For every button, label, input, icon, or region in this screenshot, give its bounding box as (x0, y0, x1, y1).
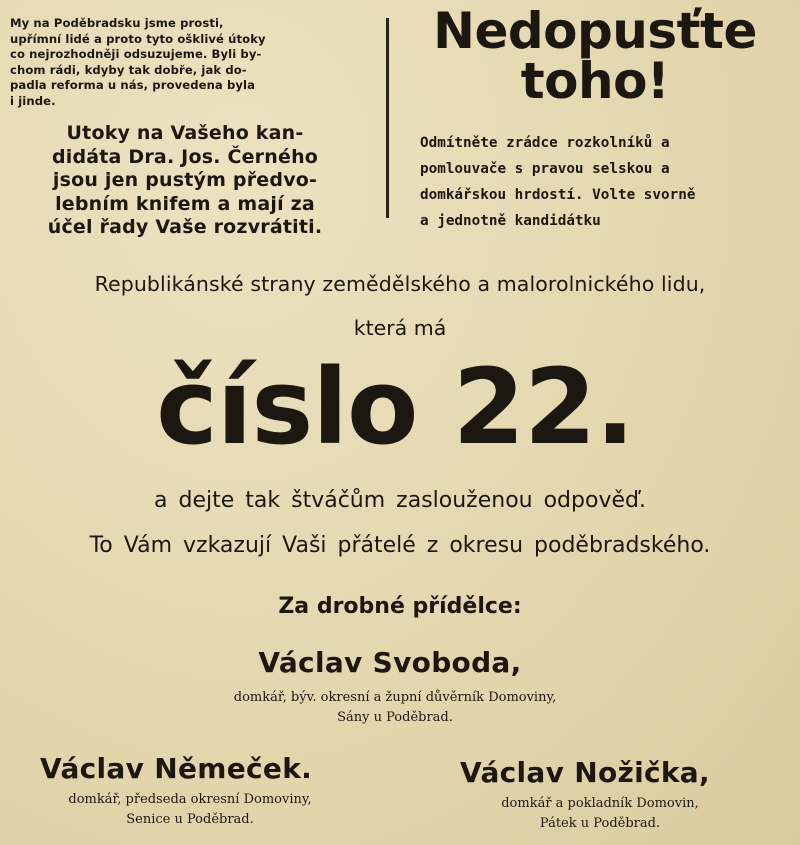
headline-line: toho! (520, 52, 670, 110)
attack-line: účel řady Vaše rozvrátiti. (47, 216, 323, 238)
headline (400, 2, 790, 110)
headline-line: Nedopusťte (433, 2, 757, 60)
intro-line: My na Poděbradsku jsme prosti, (10, 16, 224, 30)
intro-line: i jinde. (10, 93, 56, 108)
candidate-occupation: domkář, býv. okresní a župní důvěrník Domoviny, (233, 690, 557, 705)
ballot-number: číslo 22. (156, 346, 634, 468)
column-divider (386, 18, 389, 218)
candidate-residence: Sány u Poděbrad. (337, 710, 453, 725)
candidate-name: Václav Němeček. (40, 752, 313, 785)
candidate-occupation: domkář, předseda okresní Domoviny, (68, 792, 312, 807)
candidate-residence: Pátek u Poděbrad. (539, 816, 661, 831)
candidate-occupation: domkář a pokladník Domovin, (501, 796, 699, 811)
intro-paragraph (10, 16, 360, 109)
attack-paragraph (10, 122, 360, 240)
appeal-line: pomlouvače s pravou selskou a (420, 161, 670, 177)
friends-message-line: To Vám vzkazují Vaši přátelé z okresu poděbradského. (89, 533, 711, 558)
candidate-details (60, 790, 320, 830)
give-answer-line: a dejte tak štváčům zaslouženou odpověď. (154, 488, 646, 513)
candidate-details (470, 794, 730, 834)
attack-line: didáta Dra. Jos. Černého (51, 145, 319, 168)
attack-line: jsou jen pustým předvo- (52, 169, 318, 191)
candidate-name: Václav Nožička, (460, 756, 710, 789)
candidate-residence: Senice u Poděbrad. (126, 812, 254, 827)
small-allottees-heading: Za drobné přídělce: (278, 594, 522, 619)
attack-line: lebním knifem a mají za (55, 192, 315, 215)
candidate-details (0, 688, 790, 728)
intro-line: co nejrozhodněji odsuzujeme. Byli by- (10, 47, 262, 61)
appeal-line: Odmítněte zrádce rozkolníků a (420, 135, 670, 151)
which-has-line: která má (353, 316, 447, 340)
appeal-line: domkářskou hrdostí. Volte svorně (420, 187, 696, 203)
appeal-line: a jednotně kandidátku (420, 213, 601, 229)
appeal-paragraph (420, 130, 782, 234)
left-column (10, 16, 360, 240)
intro-line: upřímní lidé a proto tyto ošklivé útoky (10, 31, 266, 46)
party-name-line: Republikánské strany zemědělského a malorolnického lidu, (94, 272, 706, 296)
candidate-name: Václav Svoboda, (258, 646, 522, 679)
intro-line: padla reforma u nás, provedena byla (10, 78, 256, 92)
attack-line: Utoky na Vašeho kan- (66, 122, 304, 144)
intro-line: chom rádi, kdyby tak dobře, jak do- (10, 62, 247, 77)
